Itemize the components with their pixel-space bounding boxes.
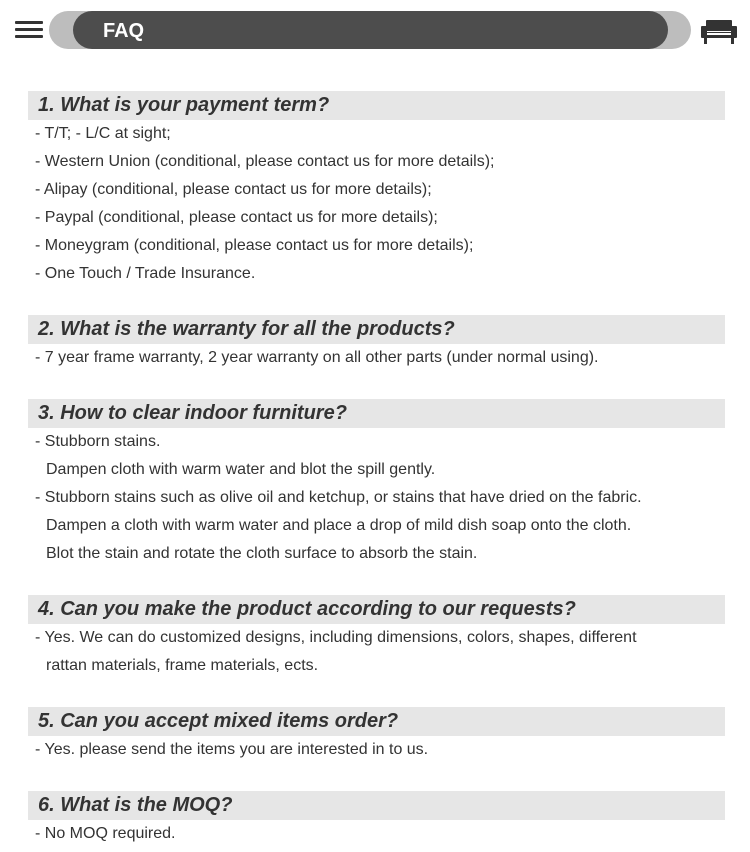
hamburger-menu-icon[interactable]	[15, 21, 43, 41]
faq-answer-line: - Stubborn stains.	[35, 433, 161, 450]
page-title: FAQ	[103, 20, 145, 42]
faq-item-6	[28, 791, 725, 848]
faq-question: 1. What is your payment term?	[28, 91, 725, 120]
faq-item-3	[28, 399, 725, 568]
header-bar	[0, 0, 750, 60]
faq-answers	[28, 428, 725, 568]
faq-answers	[28, 736, 725, 764]
faq-answers	[28, 820, 725, 848]
faq-answer-line: - No MOQ required.	[35, 825, 176, 842]
faq-answer-line: - Moneygram (conditional, please contact us for more details);	[35, 237, 474, 254]
faq-answer-line: - 7 year frame warranty, 2 year warranty on all other parts (under normal using).	[35, 349, 599, 366]
faq-question: 5. Can you accept mixed items order?	[28, 707, 725, 736]
faq-answer-line: - Western Union (conditional, please contact us for more details);	[35, 153, 495, 170]
faq-answer-line: Blot the stain and rotate the cloth surface to absorb the stain.	[46, 545, 478, 562]
faq-item-4	[28, 595, 725, 680]
faq-answer-line: - One Touch / Trade Insurance.	[35, 265, 256, 282]
sofa-icon[interactable]	[700, 18, 738, 46]
faq-answer-line: - Alipay (conditional, please contact us for more details);	[35, 181, 432, 198]
faq-item-2	[28, 315, 725, 372]
faq-answer-line: - Paypal (conditional, please contact us for more details);	[35, 209, 438, 226]
faq-answer-line: Dampen a cloth with warm water and place a drop of mild dish soap onto the cloth.	[46, 517, 632, 534]
faq-answer-line: - Stubborn stains such as olive oil and ketchup, or stains that have dried on the fabric.	[35, 489, 642, 506]
faq-question: 6. What is the MOQ?	[28, 791, 725, 820]
faq-item-1	[28, 91, 725, 288]
faq-question: 2. What is the warranty for all the products?	[28, 315, 725, 344]
faq-answer-line: - T/T; - L/C at sight;	[35, 125, 171, 142]
faq-answer-line: - Yes. please send the items you are interested in to us.	[35, 741, 429, 758]
faq-item-5	[28, 707, 725, 764]
faq-answer-line: rattan materials, frame materials, ects.	[46, 657, 319, 674]
faq-question: 4. Can you make the product according to our requests?	[28, 595, 725, 624]
faq-answers	[28, 120, 725, 288]
faq-answers	[28, 624, 725, 680]
faq-question: 3. How to clear indoor furniture?	[28, 399, 725, 428]
faq-answer-line: - Yes. We can do customized designs, including dimensions, colors, shapes, different	[35, 629, 637, 646]
faq-answers	[28, 344, 725, 372]
faq-answer-line: Dampen cloth with warm water and blot the spill gently.	[46, 461, 436, 478]
title-pill	[73, 11, 668, 49]
